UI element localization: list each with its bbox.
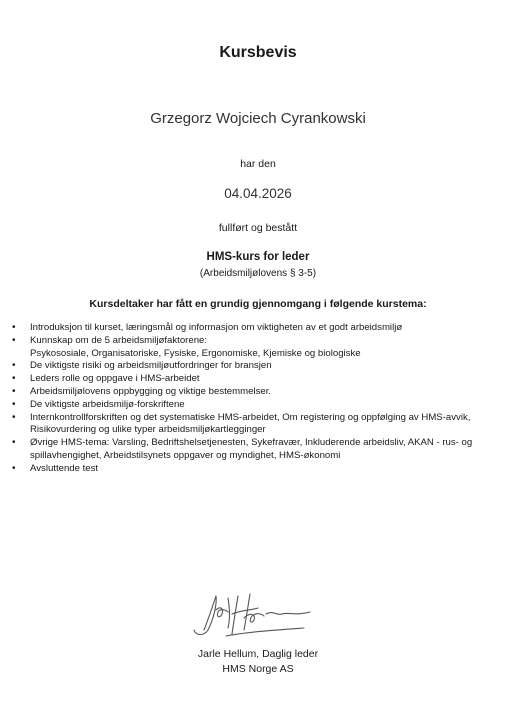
signature-image bbox=[186, 590, 326, 640]
topic-item: • Kunnskap om de 5 arbeidsmiljøfaktorene: Psykososiale, Organisatoriske, Fysiske, Ergonomiske, Kjemiske og biologiske bbox=[12, 335, 507, 361]
course-reference: (Arbeidsmiljølovens § 3-5) bbox=[199, 268, 317, 279]
topic-item: • Øvrige HMS-tema: Varsling, Bedriftshelsetjenesten, Sykefravær, Inkluderende arbeidsliv, AKAN - rus- og spillavhengighet, Arbeidstilsynets oppgaver og myndighet, HMS-økonomi bbox=[12, 437, 507, 463]
certificate-title: Kursbevis bbox=[219, 44, 297, 61]
course-name: HMS-kurs for leder bbox=[206, 251, 310, 263]
topic-item: • Avsluttende test bbox=[12, 463, 507, 476]
topic-item: • De viktigste arbeidsmiljø-forskriftene bbox=[12, 399, 507, 412]
topic-item: • De viktigste risiki og arbeidsmiljøutfordringer for bransjen bbox=[12, 360, 507, 373]
completion-status: fullført og bestått bbox=[218, 222, 298, 234]
har-den-text: har den bbox=[240, 158, 276, 170]
completion-date: 04.04.2026 bbox=[224, 186, 292, 201]
participant-name: Grzegorz Wojciech Cyrankowski bbox=[150, 110, 366, 127]
signer-name: Jarle Hellum, Daglig leder bbox=[197, 648, 319, 660]
topic-item: • Leders rolle og oppgave i HMS-arbeidet bbox=[12, 373, 507, 386]
company-name: HMS Norge AS bbox=[222, 663, 294, 675]
topic-item: • Internkontrollforskriften og det systematiske HMS-arbeidet, Om registering og oppfølging av HMS-avvik, Risikovurdering og ulike typer arbeidsmiljøkartlegginger bbox=[12, 412, 507, 438]
topic-item: • Arbeidsmiljølovens oppbygging og viktige bestemmelser. bbox=[12, 386, 507, 399]
topic-item: • Introduksjon til kurset, læringsmål og informasjon om viktigheten av et godt arbeidsmiljø bbox=[12, 322, 507, 335]
logo-fragment bbox=[250, 0, 330, 4]
topics-list bbox=[12, 322, 507, 476]
topics-heading: Kursdeltaker har fått en grundig gjennomgang i følgende kurstema: bbox=[89, 298, 427, 310]
